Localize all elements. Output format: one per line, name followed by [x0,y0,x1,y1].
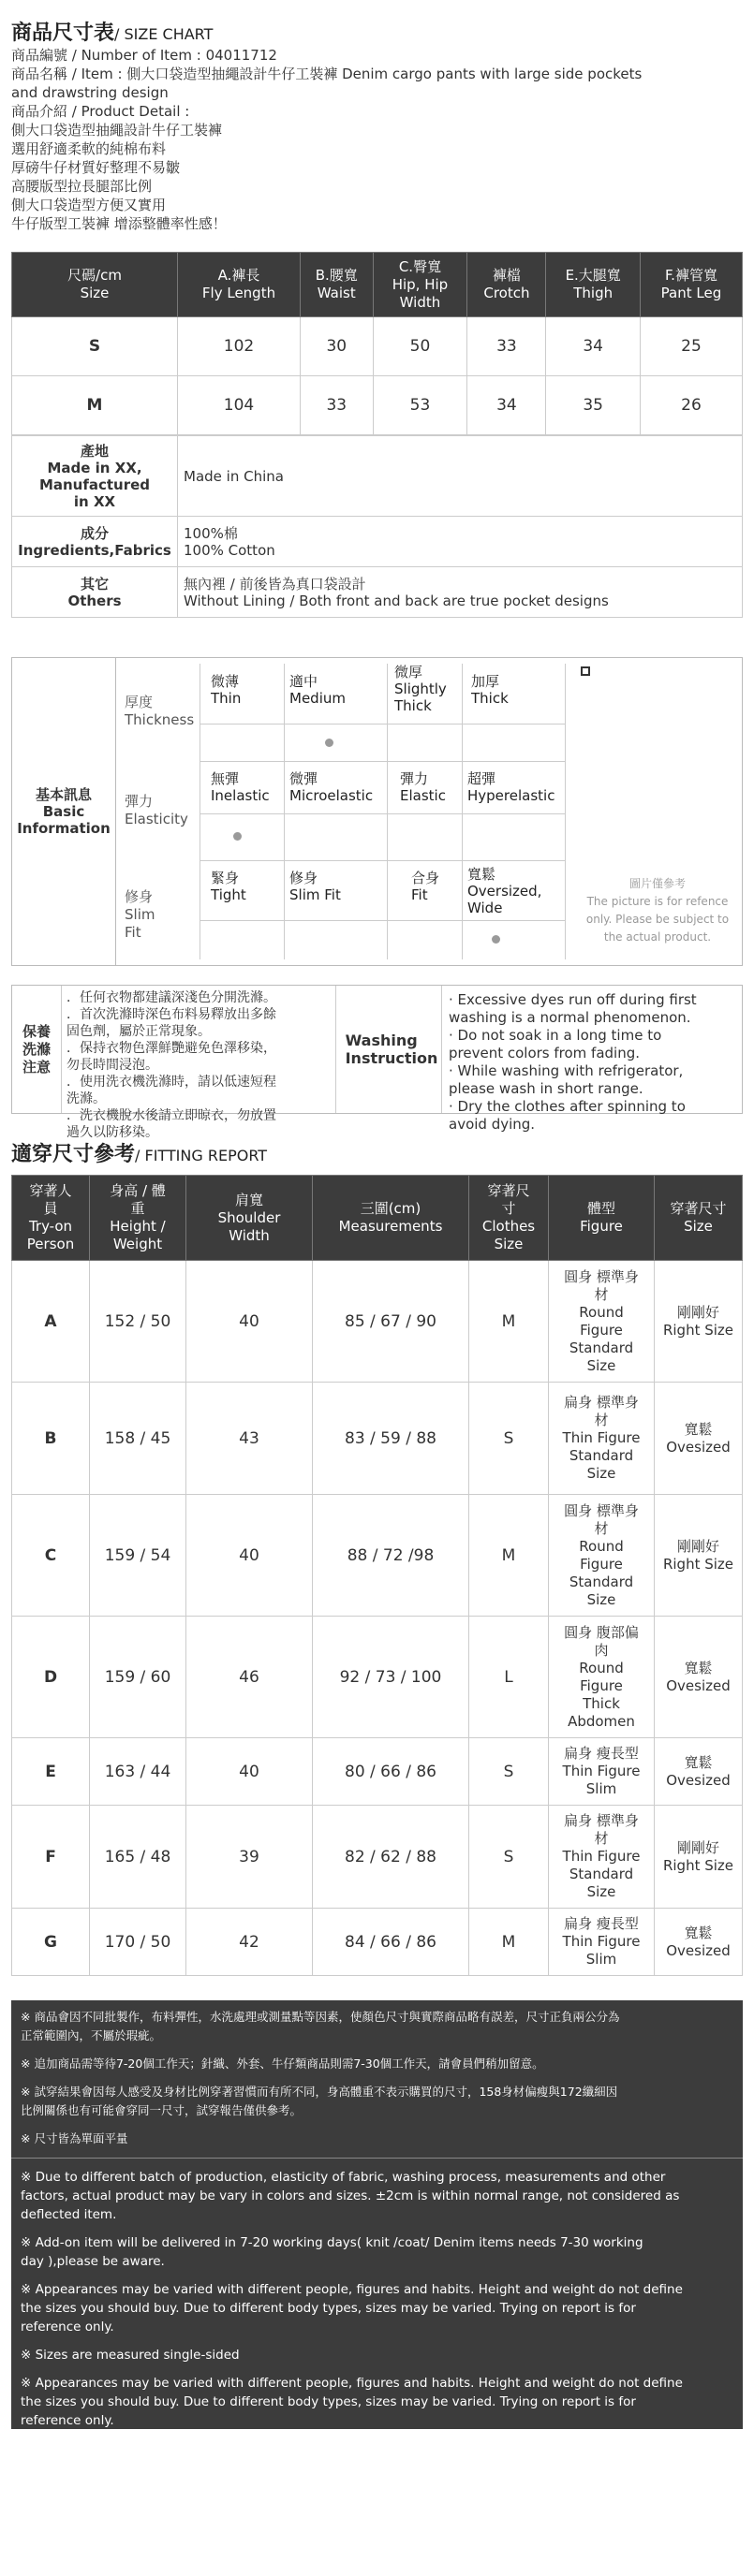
washing-panel [11,985,743,1140]
fit-size-cell: 寬鬆 Ovesized [655,1617,743,1738]
value-cell: 80 / 66 / 86 [313,1738,469,1806]
detail-line: 厚磅牛仔材質好整理不易皺 [11,159,181,176]
fitting-title: 適穿尺寸參考/ FITTING REPORT [11,1143,268,1166]
option-hyperelastic: 超彈 Hyperelastic [467,770,555,804]
value-cell: 165 / 48 [90,1806,186,1909]
header [0,0,754,233]
size-table [11,252,743,435]
value-cell: M [469,1909,549,1976]
other-value: 無內裡 / 前後皆為真口袋設計 Without Lining / Both front and back are true pocket designs [178,567,743,618]
washing-instruction-title: Washing Instruction [335,986,442,1113]
washing-cn-text: ．任何衣物都建議深淺色分開洗滌。 ．首次洗滌時深色布料易釋放出多餘 固色劑，屬於正常現象。 ．保持衣物色澤鮮艷避免色澤移染， 勿長時間浸泡。 ．使用洗衣機洗滌時，請以低速短程 洗滌。 ．洗衣機脫水後請立即晾衣，勿放置 過久以防移染。 [67,990,276,1140]
note-cn: ※ 追加商品需等待7-20個工作天；針織、外套、牛仔類商品則需7-30個工作天，請會員們稍加留意。 [21,2056,544,2071]
table-row [12,317,743,376]
table-row [12,1617,743,1738]
col-figure: 體型 Figure [549,1176,655,1261]
item-number: 商品編號 / Number of Item : 04011712 [11,47,277,64]
origin-row [12,436,743,517]
value-cell: 163 / 44 [90,1738,186,1806]
fabric-value: 100%棉 100% Cotton [178,517,743,567]
size-cell: M [12,376,178,435]
table-row [12,1261,743,1383]
person-cell: D [12,1617,90,1738]
thickness-label: 厚度 Thickness [125,694,195,728]
product-info-table [11,435,743,618]
image-note: 圖片僅參考 The picture is for refence only. Please be subject to the actual product. [585,877,730,944]
value-cell: 42 [186,1909,313,1976]
table-row [12,1495,743,1617]
other-row [12,567,743,618]
selected-dot [325,739,333,747]
value-cell: S [469,1806,549,1909]
selected-dot [233,832,242,841]
col-person: 穿著人 員 Try-on Person [12,1176,90,1261]
value-cell: 92 / 73 / 100 [313,1617,469,1738]
figure-cell: 扁身 標準身 材 Thin Figure Standard Size [549,1806,655,1909]
person-cell: B [12,1383,90,1495]
person-cell: G [12,1909,90,1976]
col-measurements: 三圍(cm) Measurements [313,1176,469,1261]
option-thin: 微薄 Thin [211,673,242,707]
value-cell: 26 [640,376,742,435]
option-fit: 合身 Fit [411,870,440,903]
figure-cell: 扁身 標準身 材 Thin Figure Standard Size [549,1383,655,1495]
value-cell: 39 [186,1806,313,1909]
figure-cell: 扁身 瘦長型 Thin Figure Slim [549,1738,655,1806]
detail-line: 側大口袋造型抽繩設計牛仔工裝褲 [11,122,223,139]
value-cell: 34 [546,317,640,376]
col-hip: C.臀寬 Hip, Hip Width [373,253,467,317]
value-cell: 50 [373,317,467,376]
item-name: 商品名稱 / Item : 側大口袋造型抽繩設計牛仔工裝褲 Denim cargo pants with large side pockets [11,66,643,82]
person-cell: F [12,1806,90,1909]
detail-line: 高腰版型拉長腿部比例 [11,178,153,195]
value-cell: L [469,1617,549,1738]
value-cell: M [469,1261,549,1383]
basic-info-label: 基本訊息 Basic Information [12,658,116,965]
figure-cell: 扁身 瘦長型 Thin Figure Slim [549,1909,655,1976]
value-cell: 33 [467,317,546,376]
washing-label: 保養 洗滌 注意 [12,986,62,1113]
option-microelastic: 微彈 Microelastic [289,770,374,804]
value-cell: M [469,1495,549,1617]
person-cell: E [12,1738,90,1806]
col-clothes-size: 穿著尺 寸 Clothes Size [469,1176,549,1261]
note-cn: ※ 尺寸皆為單面平量 [21,2131,128,2145]
notes-panel [11,2000,743,2456]
value-cell: 104 [178,376,301,435]
value-cell: 40 [186,1495,313,1617]
note-en: ※ Sizes are measured single-sided. [21,2441,244,2456]
option-inelastic: 無彈 Inelastic [211,770,270,804]
value-cell: 84 / 66 / 86 [313,1909,469,1976]
person-cell: A [12,1261,90,1383]
value-cell: S [469,1383,549,1495]
value-cell: 53 [373,376,467,435]
divider [11,2158,743,2159]
page-title: 商品尺寸表/ SIZE CHART [11,22,214,45]
fit-size-cell: 寬鬆 Ovesized [655,1738,743,1806]
value-cell: 82 / 62 / 88 [313,1806,469,1909]
value-cell: 40 [186,1261,313,1383]
value-cell: 152 / 50 [90,1261,186,1383]
value-cell: 34 [467,376,546,435]
origin-label: 產地 Made in XX, Manufactured in XX [12,436,178,517]
col-height-weight: 身高 / 體 重 Height / Weight [90,1176,186,1261]
value-cell: 102 [178,317,301,376]
value-cell: 40 [186,1738,313,1806]
table-row [12,1806,743,1909]
value-cell: 83 / 59 / 88 [313,1383,469,1495]
note-cn: ※ 試穿結果會因每人感受及身材比例穿著習慣而有所不同，身高體重不表示購買的尺寸，158身材偏瘦與172纖細因 比例關係也有可能會穿同一尺寸，試穿報告僅供參考。 [21,2085,618,2117]
option-elastic: 彈力 Elastic [400,770,446,804]
note-cn: ※ 商品會因不同批製作，布料彈性，水洗處理或測量點等因素，使顏色尺寸與實際商品略有誤差，尺寸正負兩公分為 正常範圍內，不屬於瑕疵。 [21,2010,620,2042]
detail-line: 側大口袋造型方便又實用 [11,197,167,213]
col-pant-leg: F.褲管寬 Pant Leg [640,253,742,317]
note-en: ※ Sizes are measured single-sided [21,2348,240,2363]
figure-cell: 圓身 標準身 材 Round Figure Standard Size [549,1495,655,1617]
value-cell: 85 / 67 / 90 [313,1261,469,1383]
note-en: ※ Due to different batch of production, elasticity of fabric, washing process, measurements and other factors, actual product may be vary in colors and sizes. ±2cm is within normal range, not considered as deflected item. [21,2170,680,2222]
other-label: 其它 Others [12,567,178,618]
col-crotch: 褲檔 Crotch [467,253,546,317]
value-cell: 159 / 54 [90,1495,186,1617]
col-thigh: E.大腿寬 Thigh [546,253,640,317]
figure-cell: 圓身 腹部偏 肉 Round Figure Thick Abdomen [549,1617,655,1738]
item-name-cont: and drawstring design [11,84,169,101]
washing-en-text: · Excessive dyes run off during first washing is a normal phenomenon. · Do not soak in a long time to prevent colors from fading. · While washing with refrigerator, please wash in short range. · Dry the clothes after spinning to avoid dying. [449,991,697,1133]
value-cell: 35 [546,376,640,435]
value-cell: 46 [186,1617,313,1738]
origin-value: Made in China [178,436,743,517]
note-en: ※ Add-on item will be delivered in 7-20 working days( knit /coat/ Denim items needs 7-30 working day ),please be aware. [21,2235,643,2269]
option-thick: 加厚 Thick [471,673,509,707]
table-row [12,1383,743,1495]
product-detail-label: 商品介紹 / Product Detail : [11,103,190,120]
detail-line: 牛仔版型工裝褲 增添整體率性感！ [11,215,227,232]
option-tight: 緊身 Tight [211,870,246,903]
figure-cell: 圓身 標準身 材 Round Figure Standard Size [549,1261,655,1383]
slim-fit-label: 修身 Slim Fit [125,888,155,941]
table-row [12,376,743,435]
option-slim-fit: 修身 Slim Fit [289,870,341,903]
option-medium: 適中 Medium [289,673,346,707]
value-cell: S [469,1738,549,1806]
fit-size-cell: 剛剛好 Right Size [655,1806,743,1909]
note-en: ※ Appearances may be varied with different people, figures and habits. Height and weight do not define the sizes you should buy. Due to different body types, sizes may be varied. Trying on report is for reference only. [21,2376,683,2428]
selected-dot [492,935,500,944]
person-cell: C [12,1495,90,1617]
fitting-table [11,1175,743,1976]
col-fit-size: 穿著尺寸 Size [655,1176,743,1261]
detail-line: 選用舒適柔軟的純棉布料 [11,140,167,157]
table-row [12,1909,743,1976]
option-slightly-thick: 微厚 Slightly Thick [394,664,447,714]
fit-size-cell: 寬鬆 Ovesized [655,1909,743,1976]
col-waist: B.腰寬 Waist [301,253,374,317]
value-cell: 43 [186,1383,313,1495]
fit-size-cell: 寬鬆 Ovesized [655,1383,743,1495]
fit-size-cell: 剛剛好 Right Size [655,1495,743,1617]
value-cell: 158 / 45 [90,1383,186,1495]
option-oversized: 寬鬆 Oversized, Wide [467,866,542,916]
value-cell: 170 / 50 [90,1909,186,1976]
basic-info-panel [11,657,743,966]
table-row [12,1738,743,1806]
size-cell: S [12,317,178,376]
fitting-table-header [12,1176,743,1261]
value-cell: 25 [640,317,742,376]
fabric-row [12,517,743,567]
value-cell: 33 [301,376,374,435]
col-size: 尺碼/cm Size [12,253,178,317]
size-table-header [12,253,743,317]
fit-size-cell: 剛剛好 Right Size [655,1261,743,1383]
value-cell: 88 / 72 /98 [313,1495,469,1617]
col-fly-length: A.褲長 Fly Length [178,253,301,317]
note-en: ※ Appearances may be varied with different people, figures and habits. Height and weight do not define the sizes you should buy. Due to different body types, sizes may be varied. Trying on report is for reference only. [21,2282,683,2334]
value-cell: 159 / 60 [90,1617,186,1738]
col-shoulder: 肩寬 Shoulder Width [186,1176,313,1261]
image-icon [581,666,590,676]
elasticity-label: 彈力 Elasticity [125,793,188,827]
fabric-label: 成分 Ingredients,Fabrics [12,517,178,567]
value-cell: 30 [301,317,374,376]
